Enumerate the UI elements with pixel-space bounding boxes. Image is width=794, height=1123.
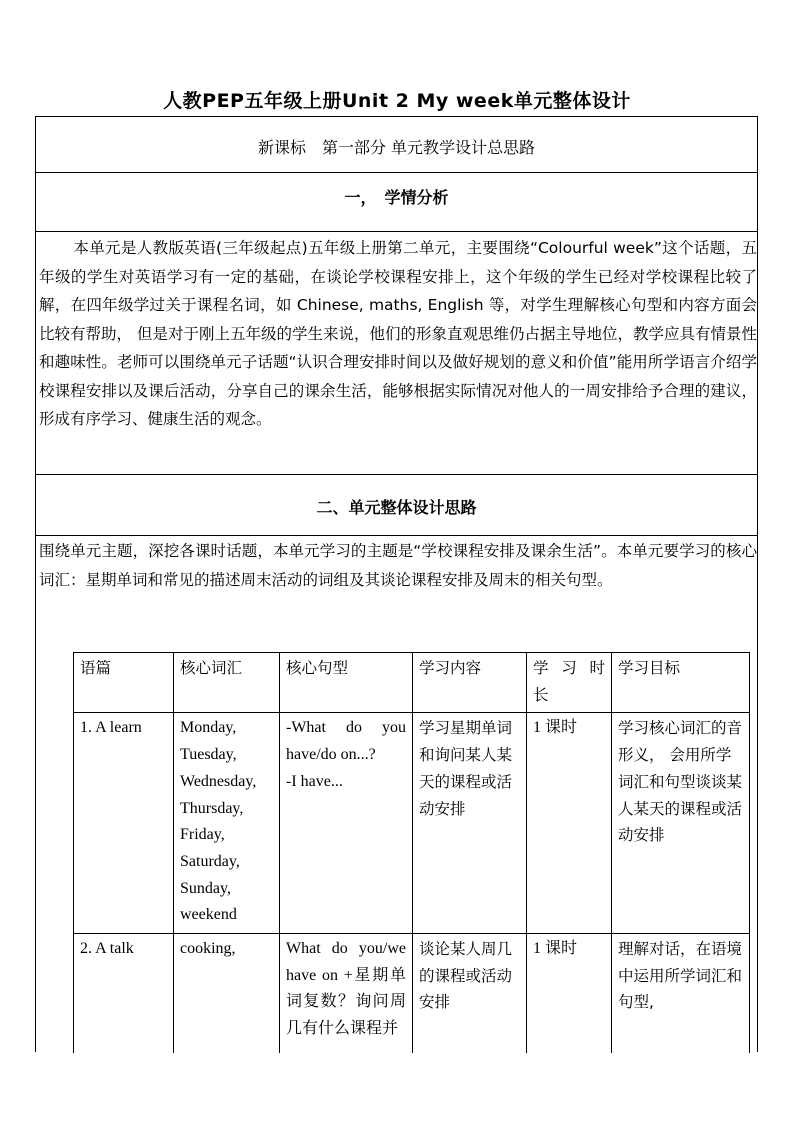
table-row xyxy=(74,713,750,934)
part2-heading: 二、单元整体设计思路 xyxy=(316,498,477,517)
lesson-plan-table xyxy=(73,652,750,1074)
goal-cell: 理解对话，在语境中运用所学词汇和句型, xyxy=(612,934,750,1074)
header-cell: 学 习 时 长 xyxy=(527,653,612,713)
text-cell: 1. A learn xyxy=(74,713,174,934)
header-cell: 核心句型 xyxy=(280,653,413,713)
divider xyxy=(36,172,757,173)
divider xyxy=(36,474,757,475)
pattern-cell: What do you/we have on +星期单词复数？询问周几有什么课程并 xyxy=(280,934,413,1074)
vocab-cell: cooking, xyxy=(174,934,280,1074)
pattern-cell: -What do you have/do on...? -I have... xyxy=(280,713,413,934)
duration-cell: 1 课时 xyxy=(527,713,612,934)
part1-heading: 一， 学情分析 xyxy=(344,188,449,207)
goal-cell: 学习核心词汇的音形义， 会用所学词汇和句型谈谈某人某天的课程或活动安排 xyxy=(612,713,750,934)
divider xyxy=(36,231,757,232)
header-cell: 语篇 xyxy=(74,653,174,713)
document-title: 人教PEP五年级上册Unit 2 My week单元整体设计 xyxy=(163,90,631,112)
content-cell: 谈论某人周几的课程或活动安排 xyxy=(413,934,527,1074)
vocab-cell: Monday, Tuesday, Wednesday, Thursday, Friday, Saturday, Sunday, weekend xyxy=(174,713,280,934)
header-cell: 学习目标 xyxy=(612,653,750,713)
table-header-row xyxy=(74,653,750,713)
header-cell: 学习内容 xyxy=(413,653,527,713)
page-bottom-margin xyxy=(0,1053,794,1123)
section-header: 新课标 第一部分 单元教学设计总思路 xyxy=(257,138,536,157)
text-cell: 2. A talk xyxy=(74,934,174,1074)
duration-cell: 1 课时 xyxy=(527,934,612,1074)
part1-paragraph: 本单元是人教版英语(三年级起点)五年级上册第二单元，主要围绕“Colourful week”这个话题，五年级的学生对英语学习有一定的基础，在谈论学校课程安排上，这个年级的学生已经对学校课程比较了解，在四年级学过关于课程名词，如 Chinese, maths, English 等，对学生理解核心句型和内容方面会比较有帮助， 但是对于刚上五年级的学生来说，他们的形象直观思维仍占据主导地位，教学应具有情景性和趣味性。老师可以围绕单元子话题“认识合理安排时间以及做好规划的意义和价值”能用所学语言介绍学校课程安排以及课后活动，分享自己的课余生活，能够根据实际情况对他人的一周安排给予合理的建议，形成有序学习、健康生活的观念。 xyxy=(39,239,757,428)
part2-paragraph: 围绕单元主题，深挖各课时话题，本单元学习的主题是“学校课程安排及课余生活”。本单元要学习的核心词汇：星期单词和常见的描述周末活动的词组及其谈论课程安排及周末的相关句型。 xyxy=(39,542,757,589)
divider xyxy=(36,535,757,536)
header-cell: 核心词汇 xyxy=(174,653,280,713)
content-cell: 学习星期单词和询问某人某天的课程或活动安排 xyxy=(413,713,527,934)
